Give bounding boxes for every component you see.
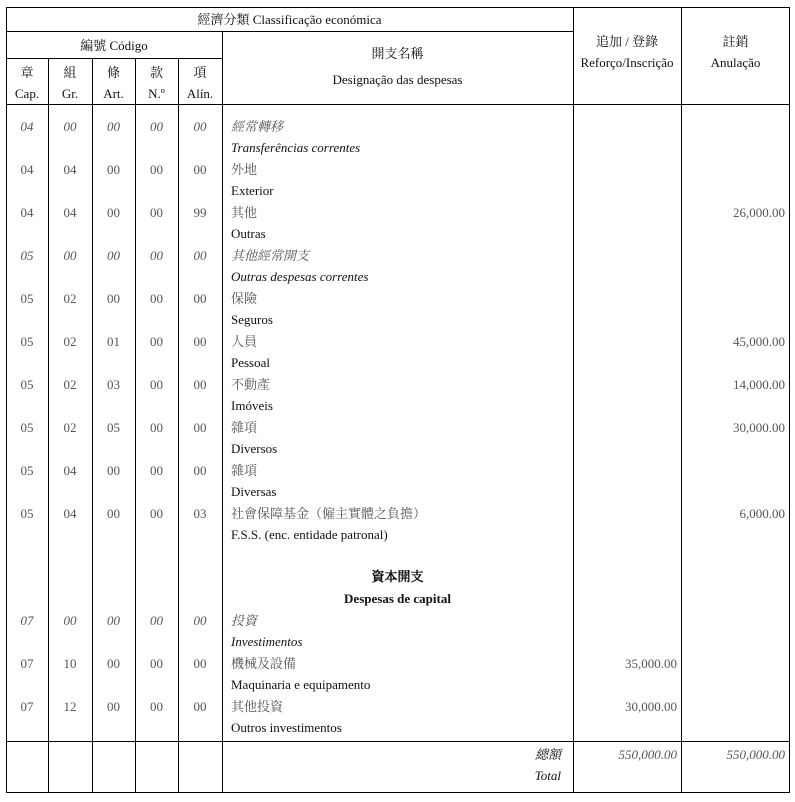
header-n-zh: 款 — [149, 65, 163, 80]
code-cap: 07 — [20, 699, 34, 714]
code-n: 00 — [150, 699, 163, 714]
header-alin-pt: Alín. — [186, 86, 214, 101]
code-art: 05 — [107, 420, 120, 435]
code-n: 00 — [150, 463, 163, 478]
code-art: 00 — [107, 463, 120, 478]
section-title-zh: 資本開支 — [371, 569, 424, 584]
code-gr: 10 — [63, 656, 77, 671]
header-anulacao-zh: 註銷 — [722, 34, 749, 49]
amount-anulacao: 30,000.00 — [733, 420, 785, 435]
code-alin: 99 — [193, 205, 207, 220]
code-alin: 00 — [193, 248, 207, 263]
code-art: 00 — [107, 119, 120, 134]
code-n: 00 — [150, 656, 163, 671]
code-n: 00 — [150, 334, 163, 349]
code-art: 00 — [107, 699, 120, 714]
code-n: 00 — [150, 377, 163, 392]
designation-pt: Pessoal — [231, 355, 270, 370]
designation-zh: 機械及設備 — [231, 656, 297, 671]
designation-pt: F.S.S. (enc. entidade patronal) — [231, 527, 388, 542]
designation-zh: 其他 — [231, 205, 258, 220]
code-gr: 12 — [63, 699, 77, 714]
code-gr: 02 — [63, 291, 77, 306]
designation-zh: 投資 — [231, 613, 258, 628]
designation-zh: 外地 — [231, 162, 258, 177]
amount-anulacao: 45,000.00 — [733, 334, 785, 349]
header-art-pt: Art. — [103, 86, 124, 101]
code-n: 00 — [150, 205, 163, 220]
section-title-pt: Despesas de capital — [344, 591, 451, 606]
designation-pt: Outras despesas correntes — [231, 269, 369, 284]
rule-col-reforco — [573, 7, 574, 793]
rule-header-bottom — [6, 104, 790, 105]
designation-zh: 社會保障基金（僱主實體之負擔） — [231, 506, 427, 521]
designation-pt: Outras — [231, 226, 266, 241]
total-reforco: 550,000.00 — [618, 747, 677, 762]
code-gr: 04 — [63, 205, 77, 220]
code-n: 00 — [150, 162, 163, 177]
header-alin-zh: 項 — [193, 65, 207, 80]
code-n: 00 — [150, 248, 163, 263]
designation-pt: Exterior — [231, 183, 274, 198]
total-label-zh: 總額 — [534, 747, 561, 762]
code-alin: 00 — [193, 613, 207, 628]
code-gr: 00 — [63, 613, 77, 628]
code-gr: 00 — [63, 248, 77, 263]
code-alin: 00 — [193, 119, 207, 134]
code-gr: 02 — [63, 420, 77, 435]
code-art: 01 — [107, 334, 120, 349]
code-alin: 00 — [193, 699, 207, 714]
header-reforco-zh: 追加 / 登錄 — [595, 34, 659, 49]
code-n: 00 — [150, 291, 163, 306]
code-art: 00 — [107, 291, 120, 306]
designation-zh: 雜項 — [231, 420, 258, 435]
code-cap: 07 — [20, 613, 34, 628]
code-gr: 04 — [63, 463, 77, 478]
designation-pt: Imóveis — [231, 398, 273, 413]
designation-pt: Seguros — [231, 312, 273, 327]
rule-col-designation — [222, 31, 223, 793]
designation-pt: Diversos — [231, 441, 278, 456]
rule-total-top — [6, 741, 790, 742]
designation-zh: 其他投資 — [231, 699, 284, 714]
code-art: 00 — [107, 162, 120, 177]
code-n: 00 — [150, 420, 163, 435]
code-cap: 05 — [20, 291, 34, 306]
code-cap: 05 — [20, 506, 34, 521]
code-alin: 00 — [193, 334, 207, 349]
code-cap: 04 — [20, 162, 34, 177]
code-n: 00 — [150, 613, 163, 628]
code-gr: 04 — [63, 506, 77, 521]
code-gr: 02 — [63, 377, 77, 392]
code-gr: 02 — [63, 334, 77, 349]
designation-pt: Investimentos — [231, 634, 303, 649]
header-designation-zh: 開支名稱 — [371, 46, 424, 61]
code-cap: 04 — [20, 205, 34, 220]
designation-zh: 其他經常開支 — [231, 248, 310, 263]
designation-pt: Transferências correntes — [231, 140, 361, 155]
code-cap: 05 — [20, 420, 34, 435]
rule-header-top — [6, 31, 573, 32]
code-cap: 05 — [20, 248, 34, 263]
amount-anulacao: 26,000.00 — [733, 205, 785, 220]
designation-pt: Maquinaria e equipamento — [231, 677, 371, 692]
code-gr: 04 — [63, 162, 77, 177]
amount-reforco: 35,000.00 — [625, 656, 677, 671]
code-art: 00 — [107, 205, 120, 220]
code-cap: 04 — [20, 119, 34, 134]
code-art: 03 — [107, 377, 120, 392]
amount-anulacao: 14,000.00 — [733, 377, 785, 392]
designation-zh: 人員 — [231, 334, 258, 349]
code-n: 00 — [150, 119, 163, 134]
header-reforco-pt: Reforço/Inscrição — [580, 55, 674, 70]
designation-zh: 經常轉移 — [231, 119, 284, 134]
total-label-pt: Total — [534, 768, 561, 783]
header-cap-pt: Cap. — [14, 86, 40, 101]
code-art: 00 — [107, 656, 120, 671]
code-art: 00 — [107, 506, 120, 521]
designation-pt: Diversas — [231, 484, 277, 499]
header-designation-pt: Designação das despesas — [332, 72, 463, 87]
header-cap-zh: 章 — [20, 65, 34, 80]
amount-anulacao: 6,000.00 — [739, 506, 785, 521]
total-anulacao: 550,000.00 — [726, 747, 785, 762]
code-cap: 07 — [20, 656, 34, 671]
code-alin: 00 — [193, 291, 207, 306]
designation-pt: Outros investimentos — [231, 720, 342, 735]
code-art: 00 — [107, 248, 120, 263]
rule-col-anulacao — [681, 7, 682, 793]
code-cap: 05 — [20, 463, 34, 478]
designation-zh: 不動產 — [231, 377, 271, 392]
designation-zh: 雜項 — [231, 463, 258, 478]
code-cap: 05 — [20, 334, 34, 349]
amount-reforco: 30,000.00 — [625, 699, 677, 714]
code-alin: 00 — [193, 377, 207, 392]
code-gr: 00 — [63, 119, 77, 134]
rule-code-header — [6, 58, 222, 59]
header-gr-zh: 組 — [63, 65, 77, 80]
code-cap: 05 — [20, 377, 34, 392]
code-art: 00 — [107, 613, 120, 628]
code-n: 00 — [150, 506, 163, 521]
header-n-pt: N.º — [148, 86, 165, 101]
header-gr-pt: Gr. — [61, 86, 79, 101]
header-code: 編號 Código — [80, 38, 148, 53]
code-alin: 00 — [193, 162, 207, 177]
code-alin: 03 — [193, 506, 207, 521]
code-alin: 00 — [193, 656, 207, 671]
header-classification: 經濟分類 Classificação económica — [197, 12, 382, 27]
header-anulacao-pt: Anulação — [710, 55, 761, 70]
header-art-zh: 條 — [106, 65, 120, 80]
designation-zh: 保險 — [231, 291, 258, 306]
code-alin: 00 — [193, 463, 207, 478]
code-alin: 00 — [193, 420, 207, 435]
